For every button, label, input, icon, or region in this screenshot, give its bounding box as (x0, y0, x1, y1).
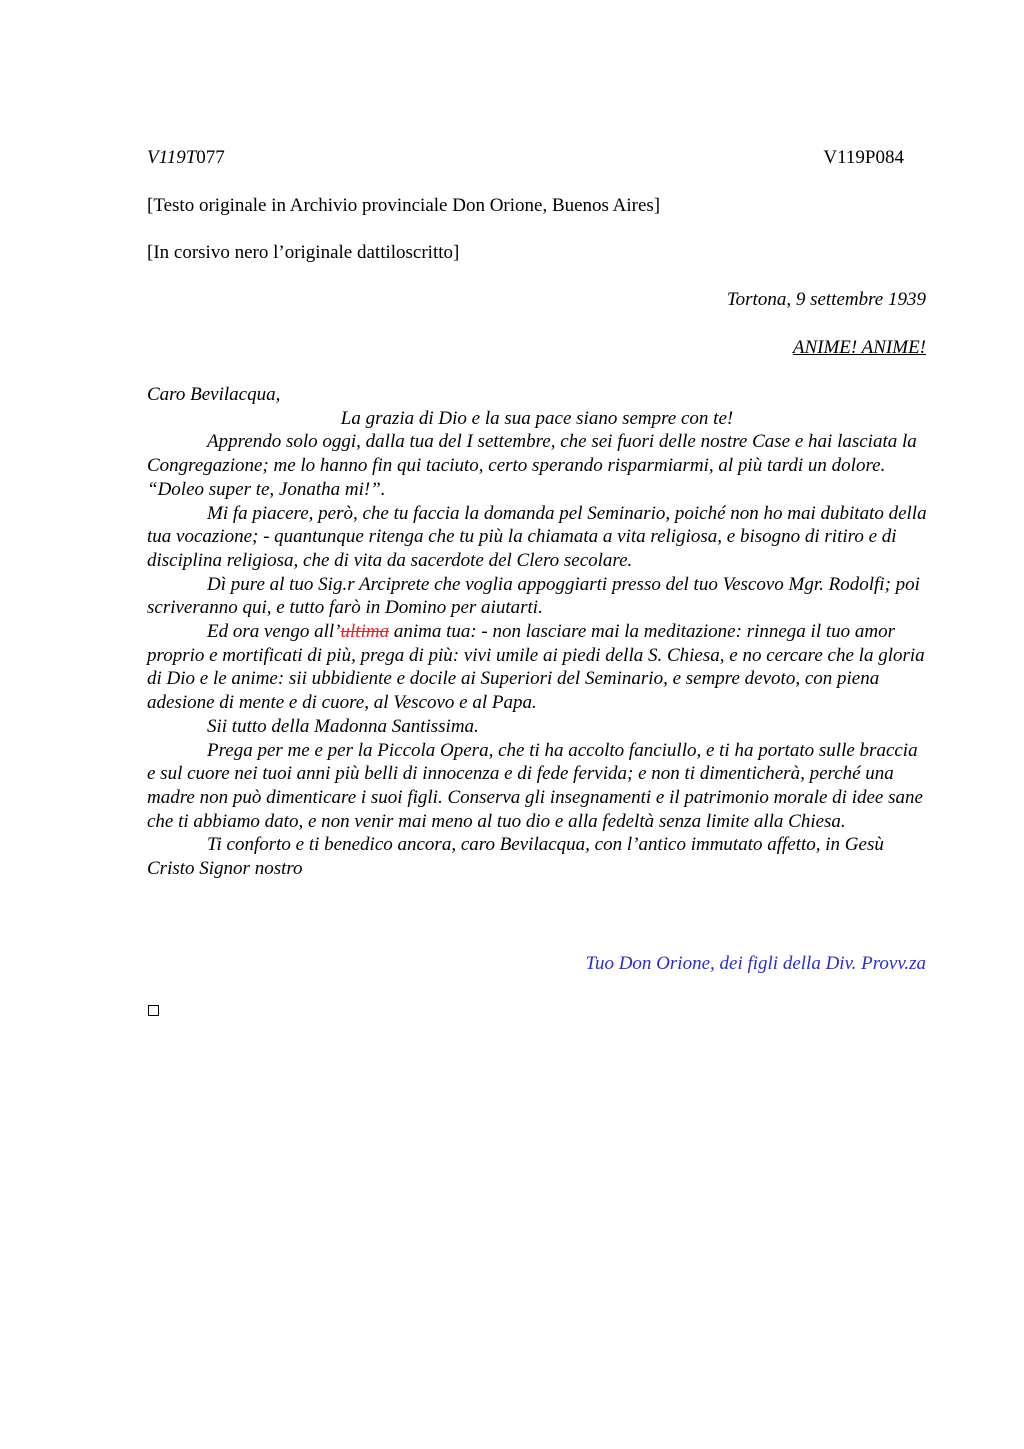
end-square-icon (148, 1005, 159, 1016)
document-code-right: V119P084 (823, 147, 904, 168)
document-code-number: 077 (196, 147, 225, 168)
latin-quote: “Doleo super te, Jonatha mi!”. (147, 478, 386, 500)
letter-body (147, 383, 927, 881)
paragraph-6: Prega per me e per la Piccola Opera, che ti ha accolto fanciullo, e ti ha portato sulle braccia e sul cuore nei tuoi anni più belli di innocenza e di fede fervida; e non ti dimenticherà, perché una madre non può dimenticare i suoi figli. Conserva gli insegnamenti e il patrimonio morale di idee sane che ti abbiamo dato, e non venir mai meno al tuo dio e alla fedeltà senza limite alla Chiesa. (147, 739, 923, 832)
signature: Tuo Don Orione, dei figli della Div. Provv.za (585, 953, 926, 974)
salutation: Caro Bevilacqua, (147, 384, 281, 405)
document-code-left (147, 146, 225, 170)
paragraph-4-rest: anima tua: - non lasciare mai la meditazione: rinnega il tuo amor proprio e mortificati di più, prega di più: vivi umile ai piedi della S. Chiesa, e no cercare che la gloria di Dio e le anime: sii ubbidiente e docile ai Superiori del Seminario, e sempre devoto, con piena adesione di mente e di cuore, al Vescovo e al Papa. (147, 621, 925, 714)
archive-note: [Testo originale in Archivio provinciale Don Orione, Buenos Aires] (147, 195, 661, 216)
struck-correction: ultima (340, 621, 390, 643)
letter-motto: ANIME! ANIME! (792, 337, 926, 358)
paragraph-1: Apprendo solo oggi, dalla tua del I settembre, che sei fuori delle nostre Case e hai lasciata la Congregazione; me lo hanno fin qui taciuto, certo sperando risparmiarmi, al più tardi un dolore. (147, 431, 917, 477)
paragraph-4 (147, 620, 927, 715)
paragraph-7: Ti conforto e ti benedico ancora, caro Bevilacqua, con l’antico immutato affetto, in Gesù Cristo Signor nostro (147, 834, 884, 880)
letter-date: Tortona, 9 settembre 1939 (726, 289, 926, 310)
document-code-prefix: V119T (147, 147, 197, 168)
paragraph-3: Dì pure al tuo Sig.r Arciprete che voglia appoggiarti presso del tuo Vescovo Mgr. Rodolfi; poi scriveranno qui, e tutto farò in Domino per aiutarti. (147, 573, 920, 619)
paragraph-4-start: Ed ora vengo all’ (207, 621, 341, 643)
paragraph-2: Mi fa piacere, però, che tu faccia la domanda pel Seminario, poiché non ho mai dubitato della tua vocazione; - quantunque ritenga che tu più la chiamata a vita religiosa, e bisogno di ritiro e di disciplina religiosa, che di vita da sacerdote del Clero secolare. (147, 502, 927, 571)
typescript-note: [In corsivo nero l’originale dattiloscritto] (147, 242, 460, 263)
blessing: La grazia di Dio e la sua pace siano sempre con te! (340, 407, 734, 429)
paragraph-5: Sii tutto della Madonna Santissima. (207, 715, 479, 737)
